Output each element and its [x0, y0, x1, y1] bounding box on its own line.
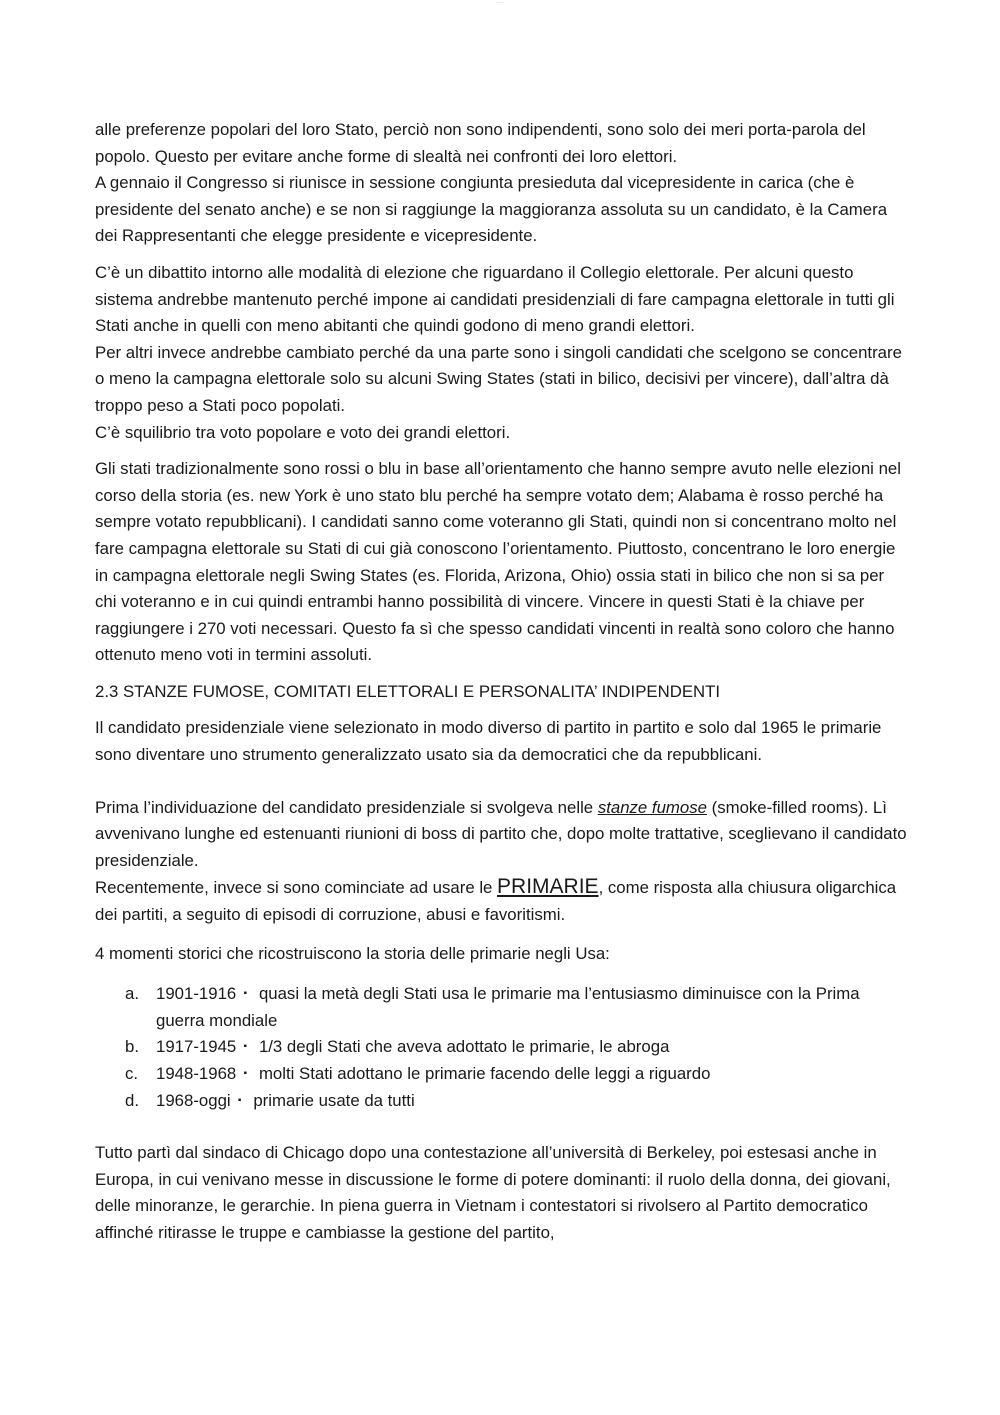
section-heading: 2.3 STANZE FUMOSE, COMITATI ELETTORALI E PERSONALITA’ INDIPENDENTI: [95, 681, 721, 701]
paragraph-red-blue-states: Gli stati tradizionalmente sono rossi o blu in base all’orientamento che hanno sempre avuto nelle elezioni nel corso della storia (es. new York è uno stato blu perché ha sempre votato dem; Alabama è rosso perché ha sempre votato repubblicani). I candidati sanno come voteranno gli Stati, quindi non si concentrano molto nel fare campagna elettorale su Stati di cui già conoscono l’orientamento. Piuttosto, concentrano le loro energie in campagna elettorale negli Swing States (es. Florida, Arizona, Ohio) ossia stati in bilico che non si sa per chi voteranno e in cui quindi entrambi hanno possibilità di vincere. Vincere in questi Stati è la chiave per raggiungere i 270 voti necessari. Questo fa sì che spesso candidati vincenti in realtà sono coloro che hanno ottenuto meno voti in termini assoluti.: [95, 459, 901, 665]
text-run: Prima l’individuazione del candidato presidenziale si svolgeva nelle: [95, 797, 598, 817]
list-item: [95, 981, 910, 1034]
paragraph-imbalance: C’è squilibrio tra voto popolare e voto dei grandi elettori.: [95, 422, 511, 442]
list-item: [95, 1088, 910, 1115]
paragraph-smoke-filled-rooms: [95, 795, 910, 875]
paragraph-chicago-berkeley: Tutto partì dal sindaco di Chicago dopo una contestazione all’università di Berkeley, poi estesasi anche in Europa, in cui venivano messe in discussione le forme di potere dominanti: il ruolo della donna, dei giovani, delle minoranze, le gerarchie. In piena guerra in Vietnam i contestatori si rivolsero al Partito democratico affinché ritirasse le truppe e cambiasse la gestione del partito,: [95, 1143, 891, 1242]
bullet-icon: ▪: [243, 1041, 248, 1053]
list-period: 1917-1945: [156, 1037, 237, 1057]
emphasis-primarie: PRIMARIE: [497, 875, 599, 899]
emphasis-stanze-fumose: stanze fumose: [597, 797, 707, 817]
list-period: 1968-oggi: [156, 1090, 231, 1110]
text-run: Recentemente, invece si sono cominciate ad usare le: [95, 878, 498, 898]
paragraph-list-intro: 4 momenti storici che ricostruiscono la storia delle primarie negli Usa:: [95, 943, 610, 963]
list-marker: b.: [125, 1037, 139, 1057]
page-header-mark: -------: [496, 0, 504, 4]
primaries-history-list: [95, 981, 910, 1114]
list-period: 1948-1968: [156, 1064, 237, 1083]
list-item: [95, 1034, 910, 1061]
text-run: (smoke-filled rooms). Lì avvenivano lunghe ed estenuanti riunioni di boss di partito che, dopo molte trattative, sceglievano il candidato presidenziale.: [95, 797, 907, 870]
paragraph-congress-session: A gennaio il Congresso si riunisce in sessione congiunta presieduta dal vicepresidente in carica (che è presidente del senato anche) e se non si raggiunge la maggioranza assoluta su un candidato, è la Camera dei Rappresentanti che elegge presidente e vicepresidente.: [95, 173, 888, 246]
list-marker: a.: [125, 984, 139, 1004]
list-period: 1901-1916: [156, 984, 237, 1004]
paragraph-swing-states-critique: Per altri invece andrebbe cambiato perché da una parte sono i singoli candidati che scelgono se concentrare o meno la campagna elettorale solo su alcuni Swing States (stati in bilico, decisivi per vincere), dall’altra dà troppo peso a Stati poco popolati.: [95, 342, 902, 415]
paragraph-electors-loyalty: alle preferenze popolari del loro Stato, perciò non sono indipendenti, sono solo dei meri porta-parola del popolo. Questo per evitare anche forme di slealtà nei confronti dei loro elettori.: [95, 120, 866, 166]
list-text: molti Stati adottano le primarie facendo delle leggi a riguardo: [258, 1064, 711, 1083]
bullet-icon: ▪: [237, 1094, 242, 1106]
list-text: quasi la metà degli Stati usa le primarie ma l’entusiasmo diminuisce con la Prima guerra mondiale: [156, 984, 860, 1030]
document-body: [95, 117, 910, 1247]
text-run: , come risposta alla chiusura oligarchica dei partiti, a seguito di episodi di corruzione, abusi e favoritismi.: [95, 878, 897, 925]
list-marker: d.: [125, 1090, 139, 1110]
paragraph-primaries: [95, 874, 910, 928]
bullet-icon: ▪: [243, 1068, 248, 1079]
bullet-icon: ▪: [243, 988, 248, 1000]
list-text: 1/3 degli Stati che aveva adottato le primarie, le abroga: [258, 1037, 670, 1057]
paragraph-candidate-selection: Il candidato presidenziale viene selezionato in modo diverso di partito in partito e solo dal 1965 le primarie sono diventare uno strumento generalizzato usato sia da democratici che da repubblicani.: [95, 718, 882, 765]
list-marker: c.: [125, 1064, 139, 1083]
paragraph-college-debate: C’è un dibattito intorno alle modalità di elezione che riguardano il Collegio elettorale. Per alcuni questo sistema andrebbe mantenuto perché impone ai candidati presidenziali di fare campagna elettorale in tutti gli Stati anche in quelli con meno abitanti che quindi godono di meno grandi elettori.: [95, 262, 895, 336]
list-item: [95, 1061, 910, 1088]
list-text: primarie usate da tutti: [253, 1090, 415, 1110]
